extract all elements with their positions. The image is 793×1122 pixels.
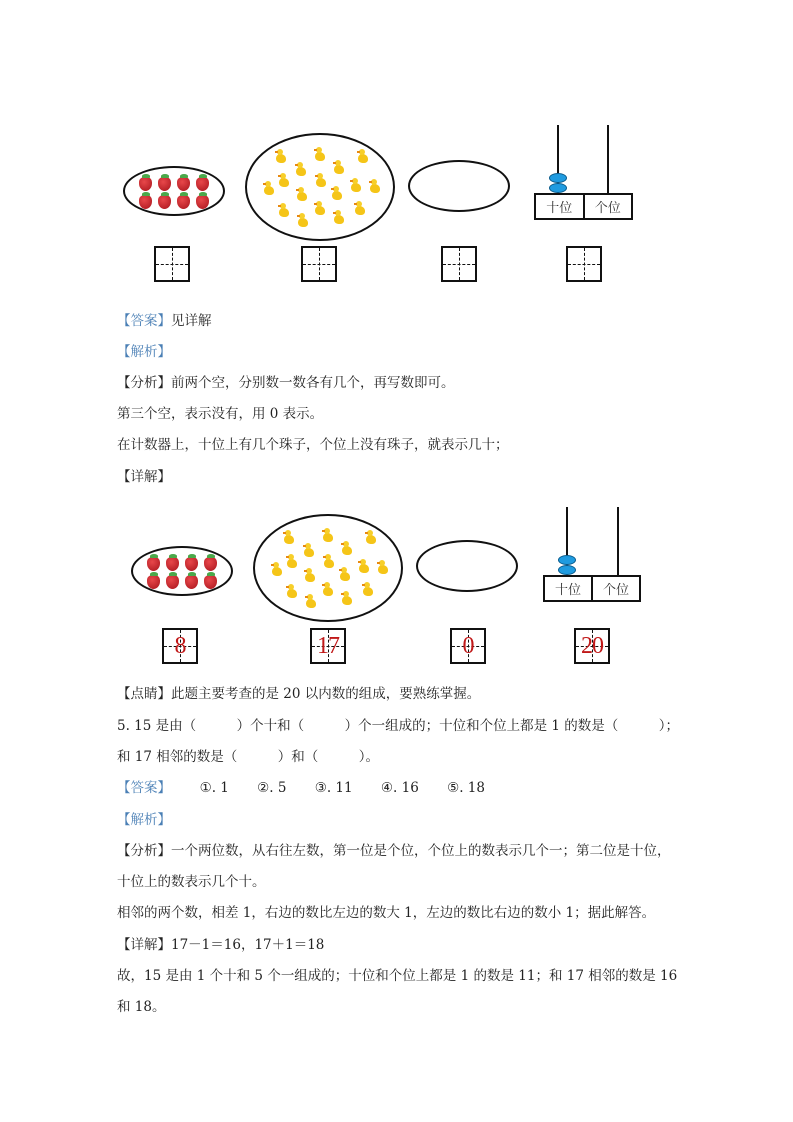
answer-item: ⑤. 18	[447, 780, 485, 796]
strawberry-group	[147, 557, 219, 589]
duckling-icon	[331, 186, 342, 200]
answer-label: 【答案】	[117, 780, 171, 796]
answer-value: 17	[317, 632, 339, 659]
empty-oval	[408, 160, 510, 212]
duckling-icon	[377, 560, 388, 574]
duckling-icon	[314, 147, 325, 161]
strawberry-icon	[204, 575, 217, 589]
duckling-icon	[263, 181, 274, 195]
answer-box[interactable]	[154, 246, 190, 282]
answer-box	[574, 628, 610, 664]
duckling-icon	[365, 530, 376, 544]
duckling-icon	[333, 160, 344, 174]
fenxi-label: 【分析】	[117, 375, 171, 391]
analysis-label: 【解析】	[117, 812, 171, 828]
tip-label: 【点睛】	[117, 686, 171, 702]
strawberry-icon	[139, 177, 152, 191]
answer-value: 20	[581, 632, 603, 659]
ones-rod	[617, 507, 619, 577]
strawberry-icon	[185, 557, 198, 571]
duckling-icon	[362, 582, 373, 596]
answer-label: 【答案】	[117, 313, 171, 329]
strawberry-icon	[185, 575, 198, 589]
strawberry-icon	[196, 177, 209, 191]
duckling-icon	[296, 187, 307, 201]
strawberry-oval	[123, 166, 225, 216]
duckling-icon	[315, 173, 326, 187]
strawberry-icon	[177, 177, 190, 191]
answer-box	[450, 628, 486, 664]
answer-box	[162, 628, 198, 664]
answer-item: ①. 1	[199, 780, 229, 796]
duckling-icon	[339, 567, 350, 581]
duckling-icon	[333, 210, 344, 224]
duckling-icon	[286, 554, 297, 568]
fenxi-text: 一个两位数，从右往左数，第一位是个位，个位上的数表示几个一；第二位是十位，	[171, 843, 671, 859]
ones-label: 个位	[583, 195, 632, 218]
strawberry-group	[139, 177, 211, 209]
q5-answer-line	[117, 779, 485, 797]
conclusion-line-1: 故，15 是由 1 个十和 5 个一组成的；十位和个位上都是 1 的数是 11；和 17 相邻的数是 16	[117, 968, 678, 984]
fenxi-line	[117, 842, 671, 860]
duckling-icon	[271, 562, 282, 576]
strawberry-icon	[139, 195, 152, 209]
duckling-icon	[297, 213, 308, 227]
bead-icon	[549, 183, 567, 193]
duckling-icon	[303, 543, 314, 557]
question-5-line-2: 和 17 相邻的数是（ ）和（ ）。	[117, 749, 380, 765]
explanation-line: 在计数器上，十位上有几个珠子，个位上没有珠子，就表示几十；	[117, 437, 509, 453]
answer-item: ④. 16	[380, 780, 419, 796]
duckling-icon	[369, 179, 380, 193]
ones-rod	[607, 125, 609, 195]
tens-label: 十位	[546, 201, 573, 216]
strawberry-icon	[177, 195, 190, 209]
place-value-table	[543, 575, 641, 602]
duckling-icon	[278, 203, 289, 217]
empty-oval	[416, 540, 518, 592]
duckling-icon	[305, 594, 316, 608]
detail-text: 17－1＝16，17＋1＝18	[171, 937, 325, 953]
answer-box[interactable]	[301, 246, 337, 282]
detail-line	[117, 936, 324, 954]
answer-item: ②. 5	[257, 780, 287, 796]
duckling-icon	[278, 173, 289, 187]
duckling-oval	[245, 133, 395, 241]
strawberry-icon	[166, 575, 179, 589]
duckling-icon	[354, 201, 365, 215]
place-value-table	[534, 193, 633, 220]
question-5-line-1: 5. 15 是由（ ）个十和（ ）个一组成的；十位和个位上都是 1 的数是（ ）；	[117, 718, 680, 734]
duckling-icon	[322, 528, 333, 542]
duckling-icon	[283, 530, 294, 544]
answer-item: ③. 11	[314, 780, 353, 796]
bead-icon	[558, 565, 576, 575]
strawberry-icon	[196, 195, 209, 209]
duckling-icon	[357, 149, 368, 163]
answer-box[interactable]	[566, 246, 602, 282]
answer-text: 见详解	[171, 313, 212, 329]
strawberry-oval	[131, 546, 233, 596]
duckling-icon	[341, 591, 352, 605]
duckling-icon	[350, 178, 361, 192]
strawberry-icon	[158, 177, 171, 191]
tip-text: 此题主要考查的是 20 以内数的组成，要熟练掌握。	[171, 686, 481, 702]
answer-box[interactable]	[441, 246, 477, 282]
strawberry-icon	[166, 557, 179, 571]
strawberry-icon	[147, 557, 160, 571]
strawberry-icon	[204, 557, 217, 571]
fenxi-line-3: 相邻的两个数，相差 1，右边的数比左边的数大 1，左边的数比右边的数小 1；据此解答。	[117, 905, 656, 921]
strawberry-icon	[158, 195, 171, 209]
duckling-icon	[341, 541, 352, 555]
analysis-label: 【解析】	[117, 344, 171, 360]
bead-icon	[549, 173, 567, 183]
duckling-icon	[358, 559, 369, 573]
answer-value: 8	[174, 632, 186, 659]
explanation-line: 第三个空，表示没有，用 0 表示。	[117, 406, 324, 422]
duckling-icon	[286, 584, 297, 598]
bead-icon	[558, 555, 576, 565]
answer-line	[117, 312, 212, 330]
answer-value: 0	[462, 632, 474, 659]
detail-label: 【详解】	[117, 469, 171, 485]
tens-label: 十位	[554, 583, 581, 598]
fenxi-text: 前两个空，分别数一数各有几个，再写数即可。	[171, 375, 455, 391]
ones-label: 个位	[591, 577, 639, 600]
duckling-icon	[322, 582, 333, 596]
fenxi-label: 【分析】	[117, 843, 171, 859]
duckling-icon	[323, 554, 334, 568]
duckling-icon	[295, 162, 306, 176]
conclusion-line-2: 和 18。	[117, 999, 166, 1015]
duckling-icon	[275, 149, 286, 163]
duckling-oval	[253, 514, 403, 622]
fenxi-line-2: 十位上的数表示几个十。	[117, 874, 266, 890]
fenxi-line	[117, 374, 455, 392]
answer-box	[310, 628, 346, 664]
duckling-icon	[304, 568, 315, 582]
detail-label: 【详解】	[117, 937, 171, 953]
duckling-icon	[314, 201, 325, 215]
strawberry-icon	[147, 575, 160, 589]
tip-line	[117, 685, 480, 703]
